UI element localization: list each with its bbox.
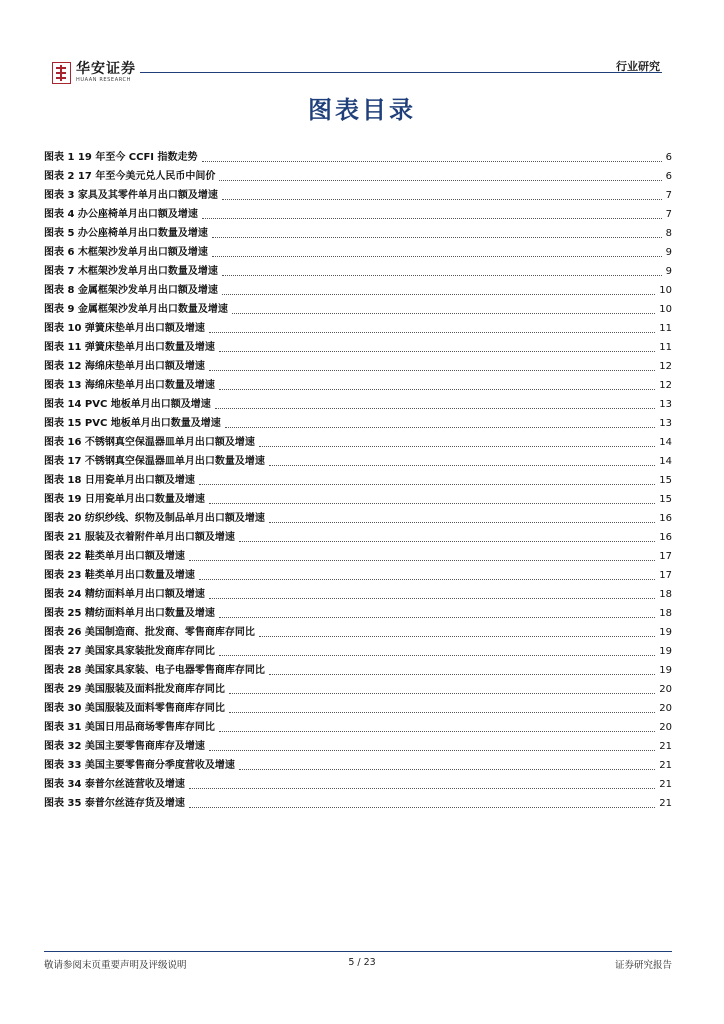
toc-entry-label[interactable]: 图表 14 PVC 地板单月出口额及增速 [44, 399, 211, 410]
toc-entry[interactable] [44, 203, 672, 222]
toc-entry-label[interactable]: 图表 25 精纺面料单月出口数量及增速 [44, 608, 215, 619]
toc-entry-label[interactable]: 图表 11 弹簧床垫单月出口数量及增速 [44, 342, 215, 353]
toc-leader-dots [209, 598, 655, 599]
toc-entry[interactable] [44, 640, 672, 659]
toc-entry-label[interactable]: 图表 8 金属框架沙发单月出口额及增速 [44, 285, 218, 296]
toc-leader-dots [219, 180, 661, 181]
toc-leader-dots [209, 503, 655, 504]
toc-entry-page[interactable]: 12 [659, 361, 672, 372]
toc-entry[interactable] [44, 716, 672, 735]
toc-entry-page[interactable]: 16 [659, 513, 672, 524]
toc-leader-dots [229, 693, 655, 694]
toc-entry-label[interactable]: 图表 4 办公座椅单月出口额及增速 [44, 209, 198, 220]
toc-entry-page[interactable]: 11 [659, 342, 672, 353]
toc-entry[interactable] [44, 773, 672, 792]
toc-entry[interactable] [44, 393, 672, 412]
toc-entry-label[interactable]: 图表 12 海绵床垫单月出口额及增速 [44, 361, 205, 372]
toc-leader-dots [215, 408, 655, 409]
footer-disclaimer: 敬请参阅末页重要声明及评级说明 [44, 960, 187, 971]
toc-entry-label[interactable]: 图表 28 美国家具家装、电子电器零售商库存同比 [44, 665, 265, 676]
toc-entry-label[interactable]: 图表 21 服装及衣着附件单月出口额及增速 [44, 532, 235, 543]
toc-entry[interactable] [44, 792, 672, 811]
toc-entry-label[interactable]: 图表 17 不锈钢真空保温器皿单月出口数量及增速 [44, 456, 265, 467]
toc-entry[interactable] [44, 336, 672, 355]
toc-entry-label[interactable]: 图表 6 木框架沙发单月出口额及增速 [44, 247, 208, 258]
toc-leader-dots [219, 731, 655, 732]
toc-entry[interactable] [44, 222, 672, 241]
toc-entry-page[interactable]: 8 [665, 228, 672, 239]
toc-leader-dots [239, 769, 655, 770]
header-divider [140, 72, 662, 73]
toc-entry[interactable] [44, 260, 672, 279]
toc-entry-page[interactable]: 20 [659, 703, 672, 714]
toc-entry[interactable] [44, 412, 672, 431]
toc-leader-dots [222, 199, 662, 200]
toc-entry[interactable] [44, 146, 672, 165]
toc-entry-page[interactable]: 7 [665, 209, 672, 220]
toc-entry-label[interactable]: 图表 18 日用瓷单月出口额及增速 [44, 475, 195, 486]
toc-leader-dots [219, 617, 655, 618]
toc-entry-page[interactable]: 10 [659, 304, 672, 315]
toc-entry-page[interactable]: 19 [659, 627, 672, 638]
toc-entry-page[interactable]: 10 [659, 285, 672, 296]
toc-entry-label[interactable]: 图表 13 海绵床垫单月出口数量及增速 [44, 380, 215, 391]
toc-entry-label[interactable]: 图表 16 不锈钢真空保温器皿单月出口额及增速 [44, 437, 255, 448]
toc-leader-dots [229, 712, 655, 713]
toc-entry[interactable] [44, 545, 672, 564]
toc-entry-page[interactable]: 20 [659, 722, 672, 733]
toc-leader-dots [239, 541, 655, 542]
page-title: 图表目录 [308, 96, 416, 124]
toc-entry-page[interactable]: 21 [659, 798, 672, 809]
toc-entry-label[interactable]: 图表 30 美国服装及面料零售商库存同比 [44, 703, 225, 714]
toc-leader-dots [189, 807, 655, 808]
page-number: 5 / 23 [348, 957, 376, 968]
toc-entry-label[interactable]: 图表 32 美国主要零售商库存及增速 [44, 741, 205, 752]
toc-entry[interactable] [44, 298, 672, 317]
footer-report-type: 证券研究报告 [614, 960, 672, 971]
toc-entry[interactable] [44, 697, 672, 716]
toc-entry-label[interactable]: 图表 26 美国制造商、批发商、零售商库存同比 [44, 627, 255, 638]
toc-entry-page[interactable]: 21 [659, 760, 672, 771]
toc-leader-dots [259, 446, 655, 447]
toc-entry-page[interactable]: 9 [665, 247, 672, 258]
toc-leader-dots [222, 294, 655, 295]
toc-entry-page[interactable]: 7 [665, 190, 672, 201]
toc-entry-page[interactable]: 14 [659, 456, 672, 467]
toc-leader-dots [222, 275, 662, 276]
toc-entry[interactable] [44, 184, 672, 203]
toc-leader-dots [269, 465, 655, 466]
toc-leader-dots [189, 560, 655, 561]
toc-entry[interactable] [44, 507, 672, 526]
logo-text: 华安证券 [76, 61, 136, 77]
toc-entry-label[interactable]: 图表 2 17 年至今美元兑人民币中间价 [44, 171, 216, 182]
toc-entry-label[interactable]: 图表 20 纺织纱线、织物及制品单月出口额及增速 [44, 513, 265, 524]
toc-leader-dots [269, 522, 655, 523]
toc-entry[interactable] [44, 754, 672, 773]
toc-leader-dots [212, 256, 662, 257]
toc-entry[interactable] [44, 450, 672, 469]
toc-entry[interactable] [44, 621, 672, 640]
toc-entry[interactable] [44, 469, 672, 488]
toc-entry-page[interactable]: 15 [659, 475, 672, 486]
toc-entry-page[interactable]: 20 [659, 684, 672, 695]
toc-entry-page[interactable]: 6 [665, 152, 672, 163]
toc-entry-page[interactable]: 16 [659, 532, 672, 543]
toc-entry-page[interactable]: 21 [659, 779, 672, 790]
toc-entry-label[interactable]: 图表 29 美国服装及面料批发商库存同比 [44, 684, 225, 695]
toc-entry-label[interactable]: 图表 31 美国日用品商场零售库存同比 [44, 722, 215, 733]
logo-icon [52, 62, 71, 84]
toc-entry-page[interactable]: 12 [659, 380, 672, 391]
toc-entry-label[interactable]: 图表 3 家具及其零件单月出口额及增速 [44, 190, 218, 201]
toc-leader-dots [225, 427, 655, 428]
toc-entry-page[interactable]: 13 [659, 418, 672, 429]
toc-entry-page[interactable]: 11 [659, 323, 672, 334]
toc-leader-dots [219, 389, 655, 390]
toc-entry[interactable] [44, 526, 672, 545]
toc-leader-dots [202, 161, 662, 162]
toc-leader-dots [209, 750, 655, 751]
toc-leader-dots [232, 313, 655, 314]
toc-leader-dots [209, 370, 655, 371]
toc-entry-label[interactable]: 图表 7 木框架沙发单月出口数量及增速 [44, 266, 218, 277]
toc-entry-page[interactable]: 15 [659, 494, 672, 505]
toc-leader-dots [219, 351, 655, 352]
toc-entry-page[interactable]: 13 [659, 399, 672, 410]
toc-entry[interactable] [44, 564, 672, 583]
toc-entry-page[interactable]: 19 [659, 665, 672, 676]
toc-entry[interactable] [44, 165, 672, 184]
toc-entry[interactable] [44, 431, 672, 450]
toc-entry-page[interactable]: 6 [665, 171, 672, 182]
toc-entry-page[interactable]: 18 [659, 608, 672, 619]
toc-entry[interactable] [44, 317, 672, 336]
toc-entry-label[interactable]: 图表 10 弹簧床垫单月出口额及增速 [44, 323, 205, 334]
toc-entry-label[interactable]: 图表 5 办公座椅单月出口数量及增速 [44, 228, 208, 239]
toc-leader-dots [199, 484, 655, 485]
toc-entry[interactable] [44, 355, 672, 374]
toc-entry-page[interactable]: 17 [659, 570, 672, 581]
toc-entry-label[interactable]: 图表 15 PVC 地板单月出口数量及增速 [44, 418, 221, 429]
toc-entry[interactable] [44, 659, 672, 678]
toc-entry[interactable] [44, 583, 672, 602]
toc-leader-dots [269, 674, 655, 675]
toc-entry[interactable] [44, 735, 672, 754]
toc-entry-label[interactable]: 图表 22 鞋类单月出口额及增速 [44, 551, 185, 562]
toc-entry-page[interactable]: 17 [659, 551, 672, 562]
toc-entry-label[interactable]: 图表 24 精纺面料单月出口额及增速 [44, 589, 205, 600]
logo-subtext: HUAAN RESEARCH [76, 77, 131, 83]
toc-entry[interactable] [44, 241, 672, 260]
table-of-contents [44, 146, 672, 811]
toc-leader-dots [209, 332, 655, 333]
toc-leader-dots [189, 788, 655, 789]
footer-divider [44, 951, 672, 952]
toc-leader-dots [199, 579, 655, 580]
toc-entry-label[interactable]: 图表 33 美国主要零售商分季度营收及增速 [44, 760, 235, 771]
toc-leader-dots [202, 218, 662, 219]
toc-entry-page[interactable]: 14 [659, 437, 672, 448]
toc-leader-dots [212, 237, 662, 238]
toc-leader-dots [259, 636, 655, 637]
toc-entry-label[interactable]: 图表 19 日用瓷单月出口数量及增速 [44, 494, 205, 505]
toc-entry[interactable] [44, 374, 672, 393]
toc-entry-label[interactable]: 图表 34 泰普尔丝涟营收及增速 [44, 779, 185, 790]
toc-entry[interactable] [44, 678, 672, 697]
toc-entry[interactable] [44, 602, 672, 621]
toc-entry-page[interactable]: 21 [659, 741, 672, 752]
toc-entry-page[interactable]: 19 [659, 646, 672, 657]
toc-entry[interactable] [44, 488, 672, 507]
report-category: 行业研究 [616, 60, 660, 73]
toc-entry-label[interactable]: 图表 1 19 年至今 CCFI 指数走势 [44, 152, 198, 163]
toc-entry-label[interactable]: 图表 9 金属框架沙发单月出口数量及增速 [44, 304, 228, 315]
toc-entry[interactable] [44, 279, 672, 298]
toc-entry-page[interactable]: 9 [665, 266, 672, 277]
toc-entry-page[interactable]: 18 [659, 589, 672, 600]
toc-entry-label[interactable]: 图表 23 鞋类单月出口数量及增速 [44, 570, 195, 581]
toc-leader-dots [219, 655, 655, 656]
toc-entry-label[interactable]: 图表 35 泰普尔丝涟存货及增速 [44, 798, 185, 809]
toc-entry-label[interactable]: 图表 27 美国家具家装批发商库存同比 [44, 646, 215, 657]
